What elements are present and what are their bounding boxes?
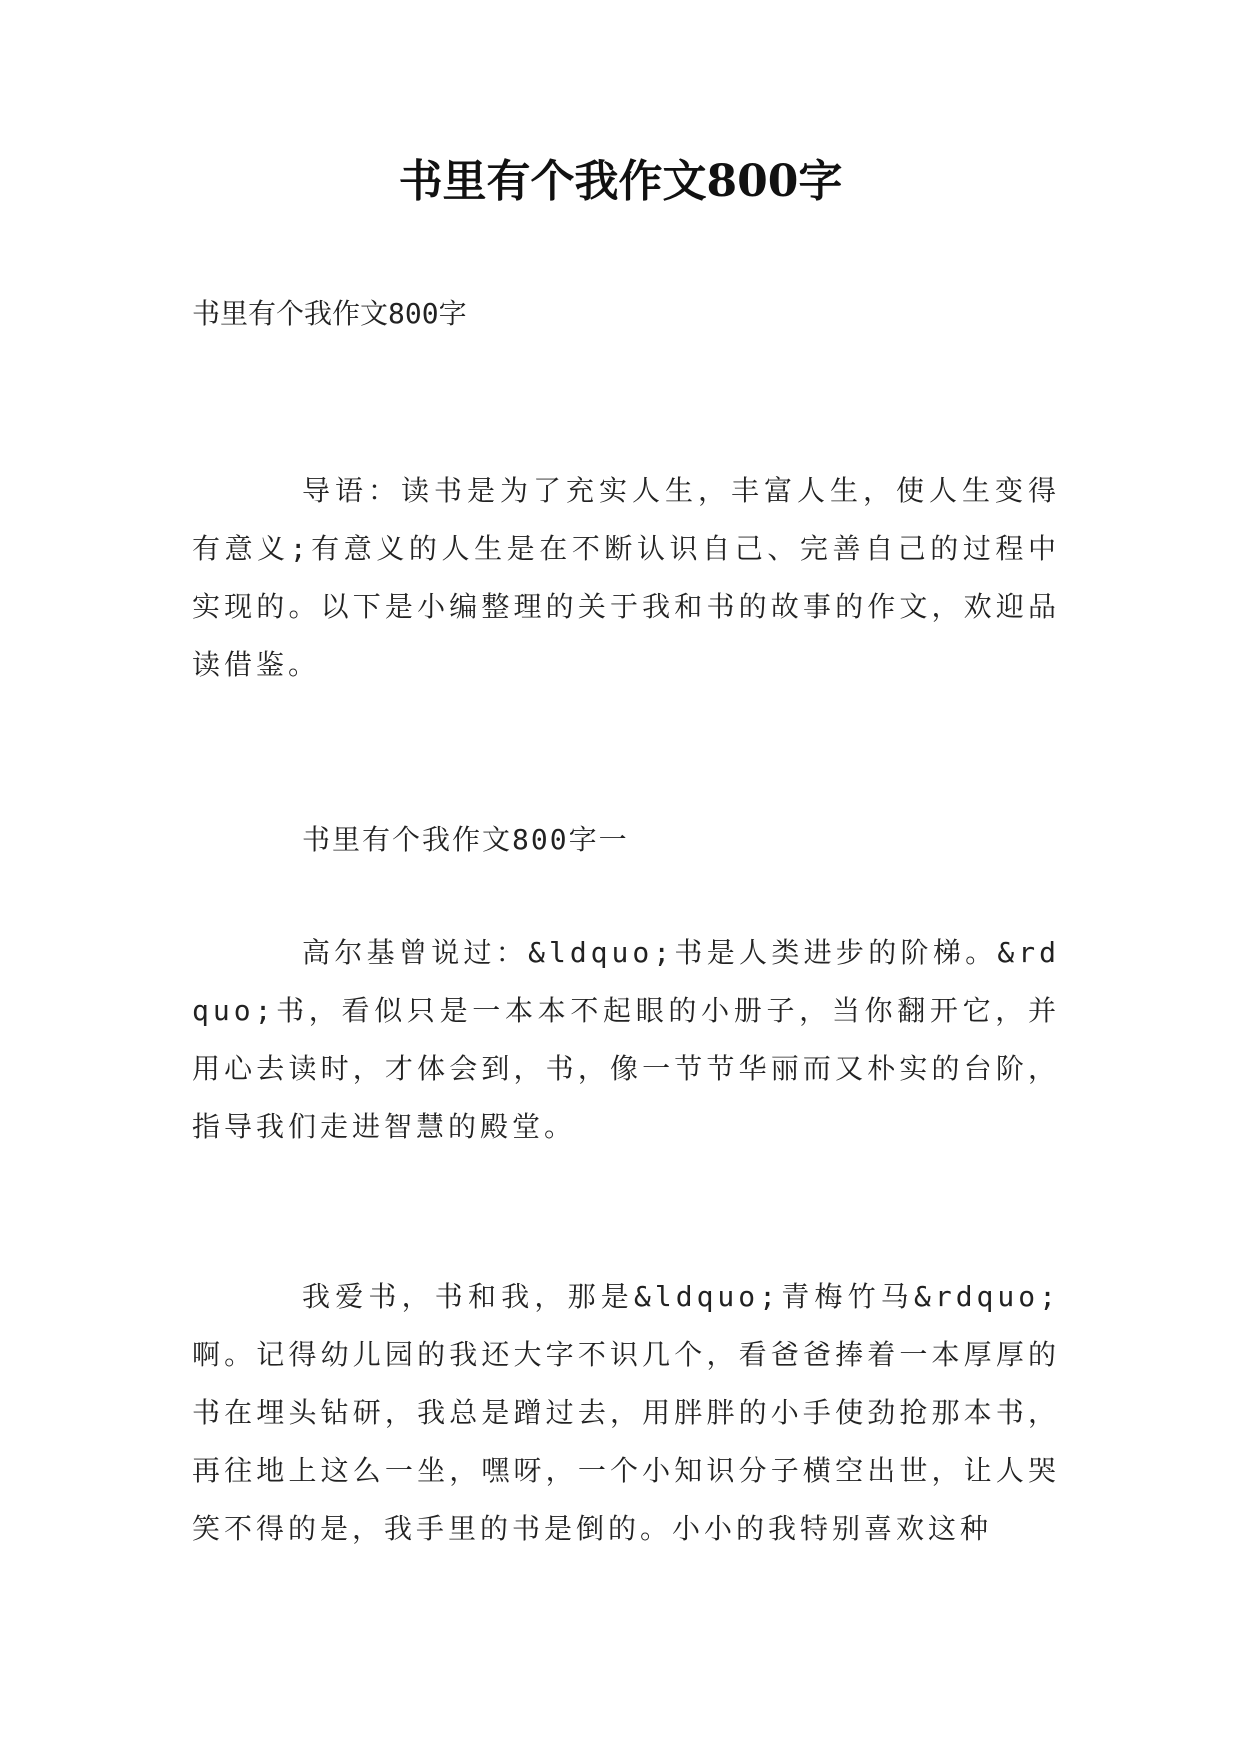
document-subtitle: 书里有个我作文800字 [192, 297, 467, 330]
section-heading: 书里有个我作文800字一 [302, 823, 629, 856]
intro-paragraph: 导语：读书是为了充实人生，丰富人生，使人生变得有意义;有意义的人生是在不断认识自己、完善自己的过程中实现的。以下是小编整理的关于我和书的故事的作文，欢迎品读借鉴。 [192, 474, 1060, 681]
body-paragraph: 我爱书，书和我，那是&ldquo;青梅竹马&rdquo;啊。记得幼儿园的我还大字不识几个，看爸爸捧着一本厚厚的书在埋头钻研，我总是蹭过去，用胖胖的小手使劲抢那本书，再往地上这么一坐，嘿呀，一个小知识分子横空出世，让人哭笑不得的是，我手里的书是倒的。小小的我特别喜欢这种 [192, 1280, 1060, 1545]
body-paragraph: 高尔基曾说过：&ldquo;书是人类进步的阶梯。&rdquo;书，看似只是一本本不起眼的小册子，当你翻开它，并用心去读时，才体会到，书，像一节节华丽而又朴实的台阶，指导我们走进智慧的殿堂。 [192, 936, 1060, 1143]
document-title: 书里有个我作文800字 [398, 156, 843, 207]
